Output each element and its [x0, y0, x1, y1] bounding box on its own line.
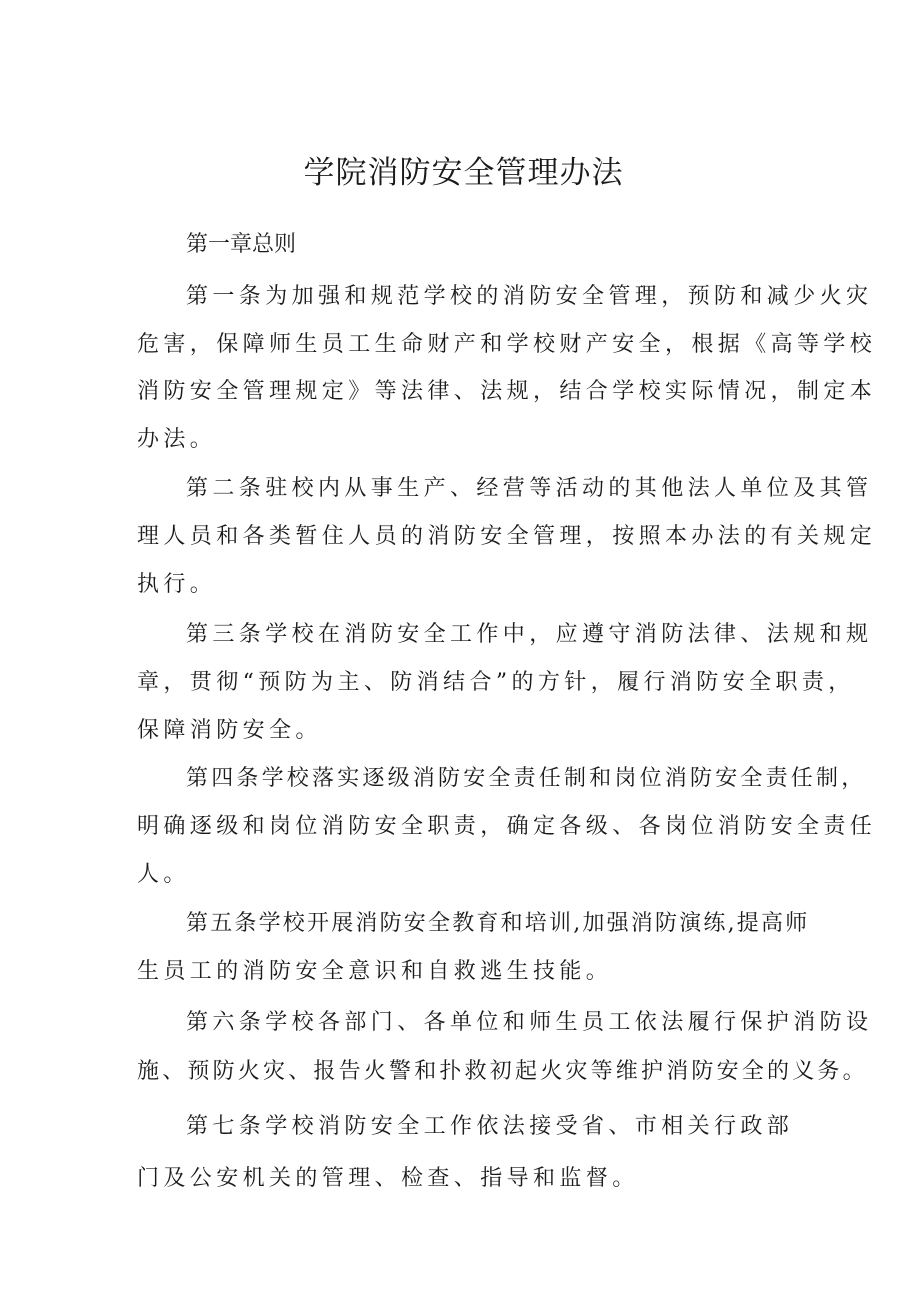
document-title: 学院消防安全管理办法: [303, 155, 624, 191]
article-2-line-1: 第二条驻校内从事生产、经营等活动的其他法人单位及其管: [186, 476, 873, 501]
article-1-line-3: 消防安全管理规定》等法律、法规，结合学校实际情况，制定本: [137, 379, 877, 404]
article-3-line-1: 第三条学校在消防安全工作中，应遵守消防法律、法规和规: [186, 622, 873, 647]
article-1-line-2: 危害，保障师生员工生命财产和学校财产安全，根据《高等学校: [137, 332, 877, 357]
article-6-line-1: 第六条学校各部门、各单位和师生员工依法履行保护消防设: [186, 1010, 873, 1035]
article-4-line-2: 明确逐级和岗位消防安全职责，确定各级、各岗位消防安全责任: [137, 814, 877, 839]
article-1-line-4: 办法。: [137, 427, 217, 452]
article-2-line-3: 执行。: [137, 572, 217, 597]
article-1-line-1: 第一条为加强和规范学校的消防安全管理，预防和减少火灾: [186, 284, 873, 309]
article-6-line-2: 施、预防火灾、报告火警和扑救初起火灾等维护消防安全的义务。: [137, 1059, 868, 1084]
chapter-heading: 第一章总则: [186, 232, 297, 257]
article-5-line-2: 生员工的消防安全意识和自救逃生技能。: [137, 959, 613, 984]
article-4-line-3: 人。: [137, 862, 190, 887]
article-2-line-2: 理人员和各类暂住人员的消防安全管理，按照本办法的有关规定: [137, 524, 877, 549]
article-5-line-1: 第五条学校开展消防安全教育和培训,加强消防演练,提高师: [186, 911, 810, 936]
article-3-line-3: 保障消防安全。: [137, 718, 322, 743]
article-4-line-1: 第四条学校落实逐级消防安全责任制和岗位消防安全责任制，: [186, 766, 867, 791]
article-7-line-1: 第七条学校消防安全工作依法接受省、市相关行政部: [186, 1114, 794, 1139]
article-3-line-2: 章，贯彻“预防为主、防消结合”的方针，履行消防安全职责，: [137, 670, 855, 695]
article-7-line-2: 门及公安机关的管理、检查、指导和监督。: [137, 1166, 639, 1191]
